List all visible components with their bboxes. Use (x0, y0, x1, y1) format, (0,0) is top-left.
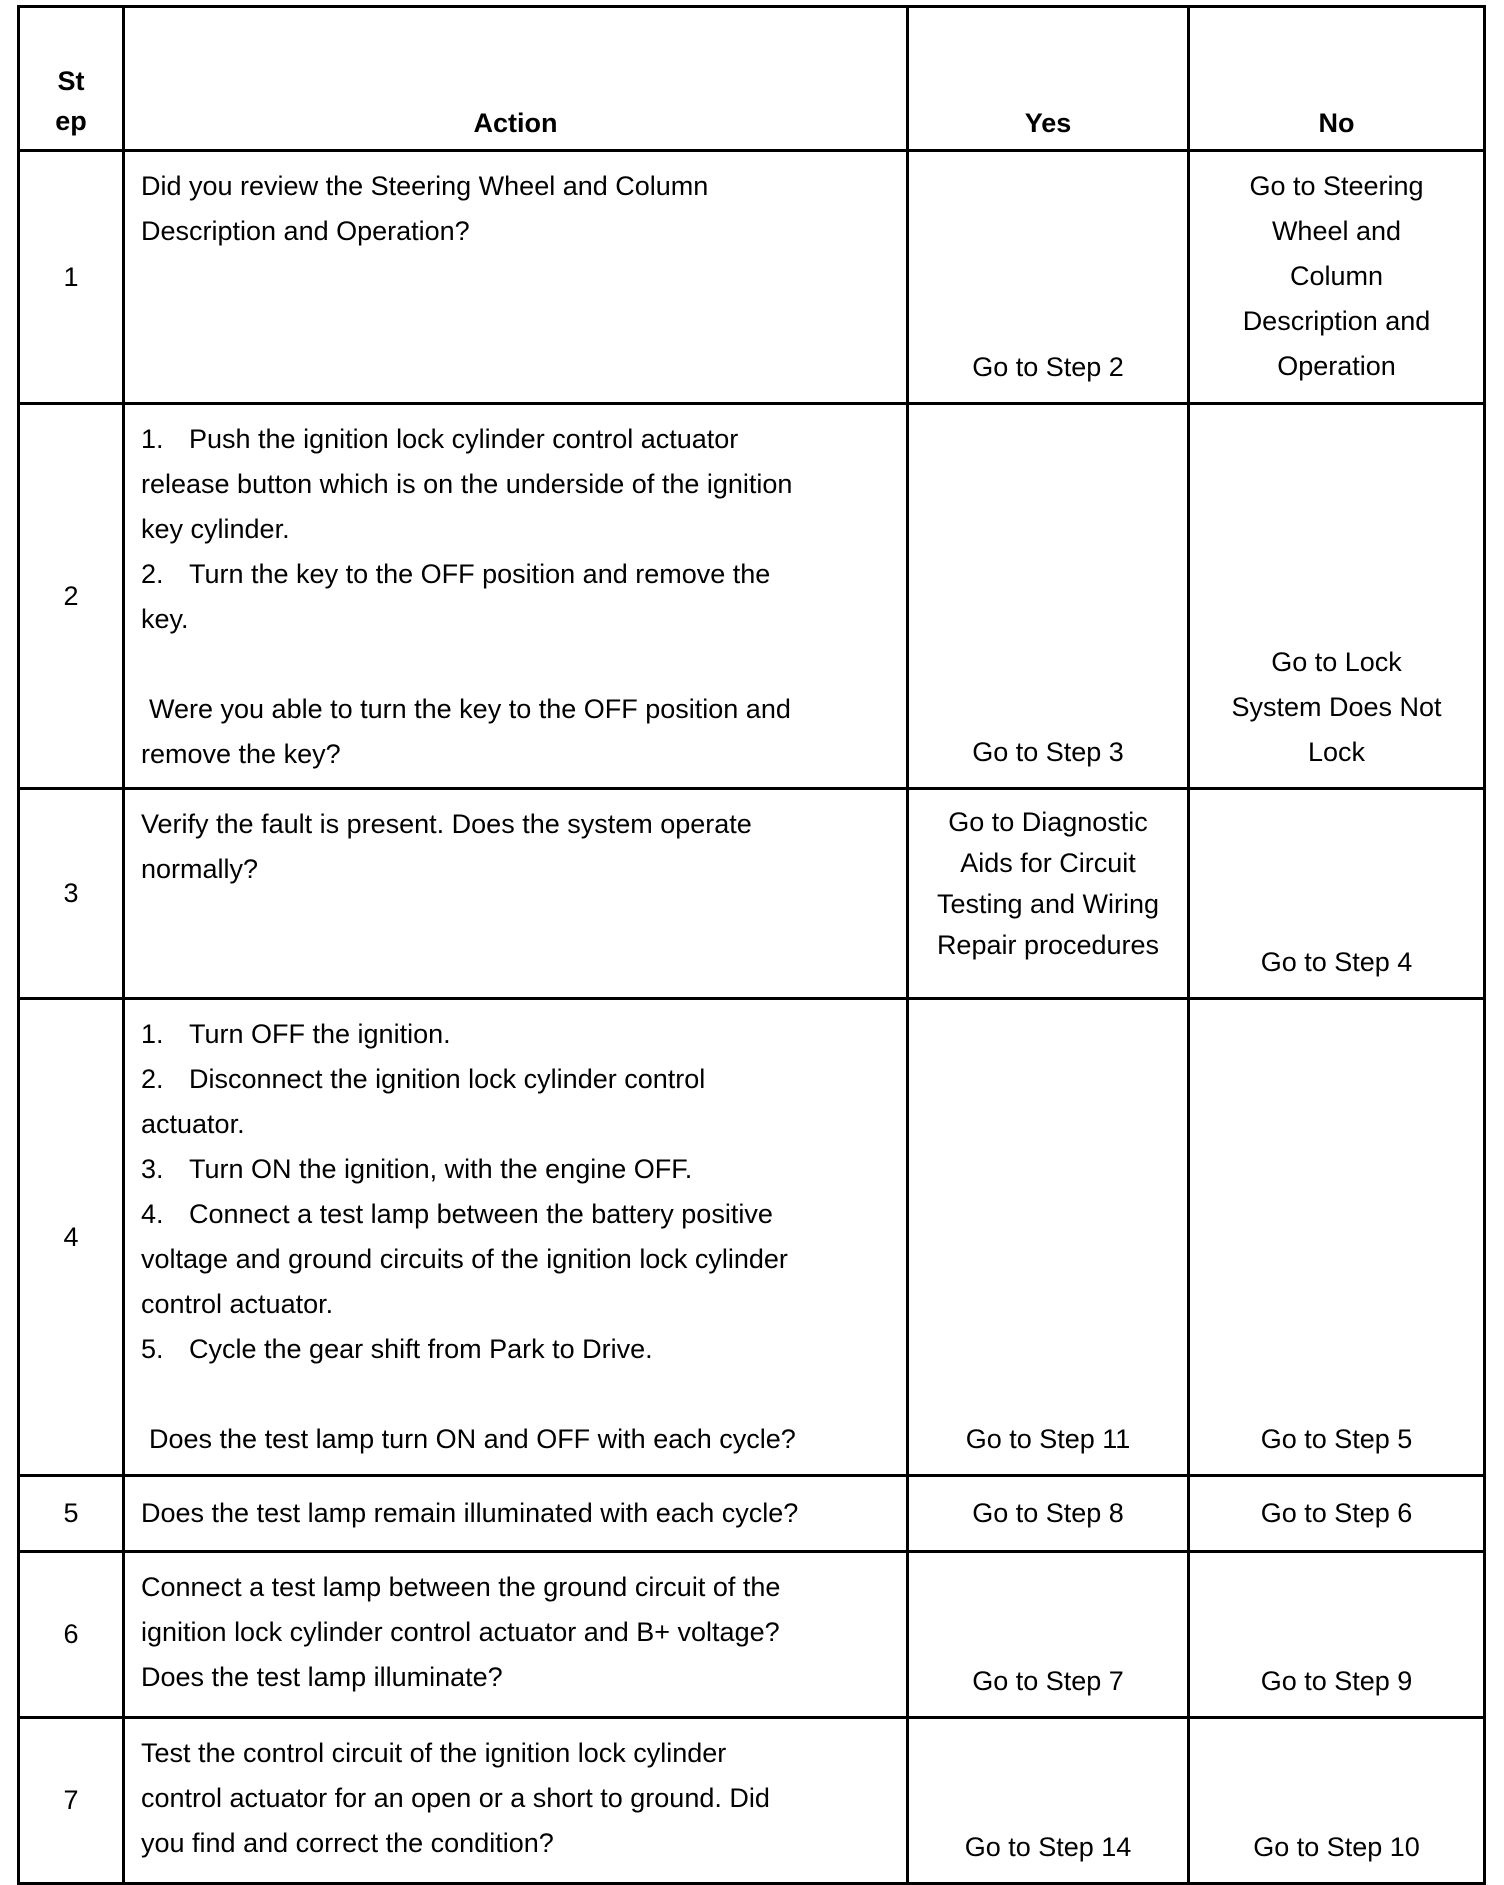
no-cell: Go to Step 5 (1189, 999, 1485, 1476)
step-number: 5 (19, 1476, 124, 1552)
header-step: St ep (19, 7, 124, 151)
no-cell: Go to Step 10 (1189, 1718, 1485, 1884)
table-row (19, 1552, 1485, 1718)
table-row (19, 789, 1485, 999)
step-number: 4 (19, 999, 124, 1476)
yes-cell: Go to Step 7 (908, 1552, 1189, 1718)
action-cell: 1. Push the ignition lock cylinder control actuator release button which is on the underside of the ignition key cylinder. 2. Turn the key to the OFF position and remove the key. Were you able to turn the key to the OFF position and remove the key? (124, 404, 908, 789)
table-row (19, 151, 1485, 404)
action-cell: Does the test lamp remain illuminated with each cycle? (124, 1476, 908, 1552)
header-no: No (1189, 7, 1485, 151)
table-row (19, 1718, 1485, 1884)
step-number: 1 (19, 151, 124, 404)
table-row (19, 404, 1485, 789)
action-cell: Test the control circuit of the ignition lock cylinder control actuator for an open or a short to ground. Did you find and correct the condition? (124, 1718, 908, 1884)
header-row (19, 7, 1485, 151)
step-number: 6 (19, 1552, 124, 1718)
table-row (19, 999, 1485, 1476)
no-cell: Go to Step 4 (1189, 789, 1485, 999)
yes-cell: Go to Step 8 (908, 1476, 1189, 1552)
yes-cell: Go to Step 11 (908, 999, 1189, 1476)
no-cell: Go to Step 9 (1189, 1552, 1485, 1718)
action-cell: Verify the fault is present. Does the system operate normally? (124, 789, 908, 999)
yes-cell: Go to Diagnostic Aids for Circuit Testing and Wiring Repair procedures (908, 789, 1189, 999)
step-number: 7 (19, 1718, 124, 1884)
action-cell: 1. Turn OFF the ignition. 2. Disconnect the ignition lock cylinder control actuator. 3. Turn ON the ignition, with the engine OFF. 4. Connect a test lamp between the battery positive voltage and ground circuits of the ignition lock cylinder control actuator. 5. Cycle the gear shift from Park to Drive. Does the test lamp turn ON and OFF with each cycle? (124, 999, 908, 1476)
action-cell: Did you review the Steering Wheel and Column Description and Operation? (124, 151, 908, 404)
step-number: 3 (19, 789, 124, 999)
action-cell: Connect a test lamp between the ground circuit of the ignition lock cylinder control actuator and B+ voltage? Does the test lamp illuminate? (124, 1552, 908, 1718)
table-row (19, 1476, 1485, 1552)
header-action: Action (124, 7, 908, 151)
diagnostic-table (17, 5, 1486, 1885)
step-number: 2 (19, 404, 124, 789)
yes-cell: Go to Step 3 (908, 404, 1189, 789)
header-yes: Yes (908, 7, 1189, 151)
yes-cell: Go to Step 2 (908, 151, 1189, 404)
no-cell: Go to Steering Wheel and Column Description and Operation (1189, 151, 1485, 404)
yes-cell: Go to Step 14 (908, 1718, 1189, 1884)
no-cell: Go to Lock System Does Not Lock (1189, 404, 1485, 789)
no-cell: Go to Step 6 (1189, 1476, 1485, 1552)
